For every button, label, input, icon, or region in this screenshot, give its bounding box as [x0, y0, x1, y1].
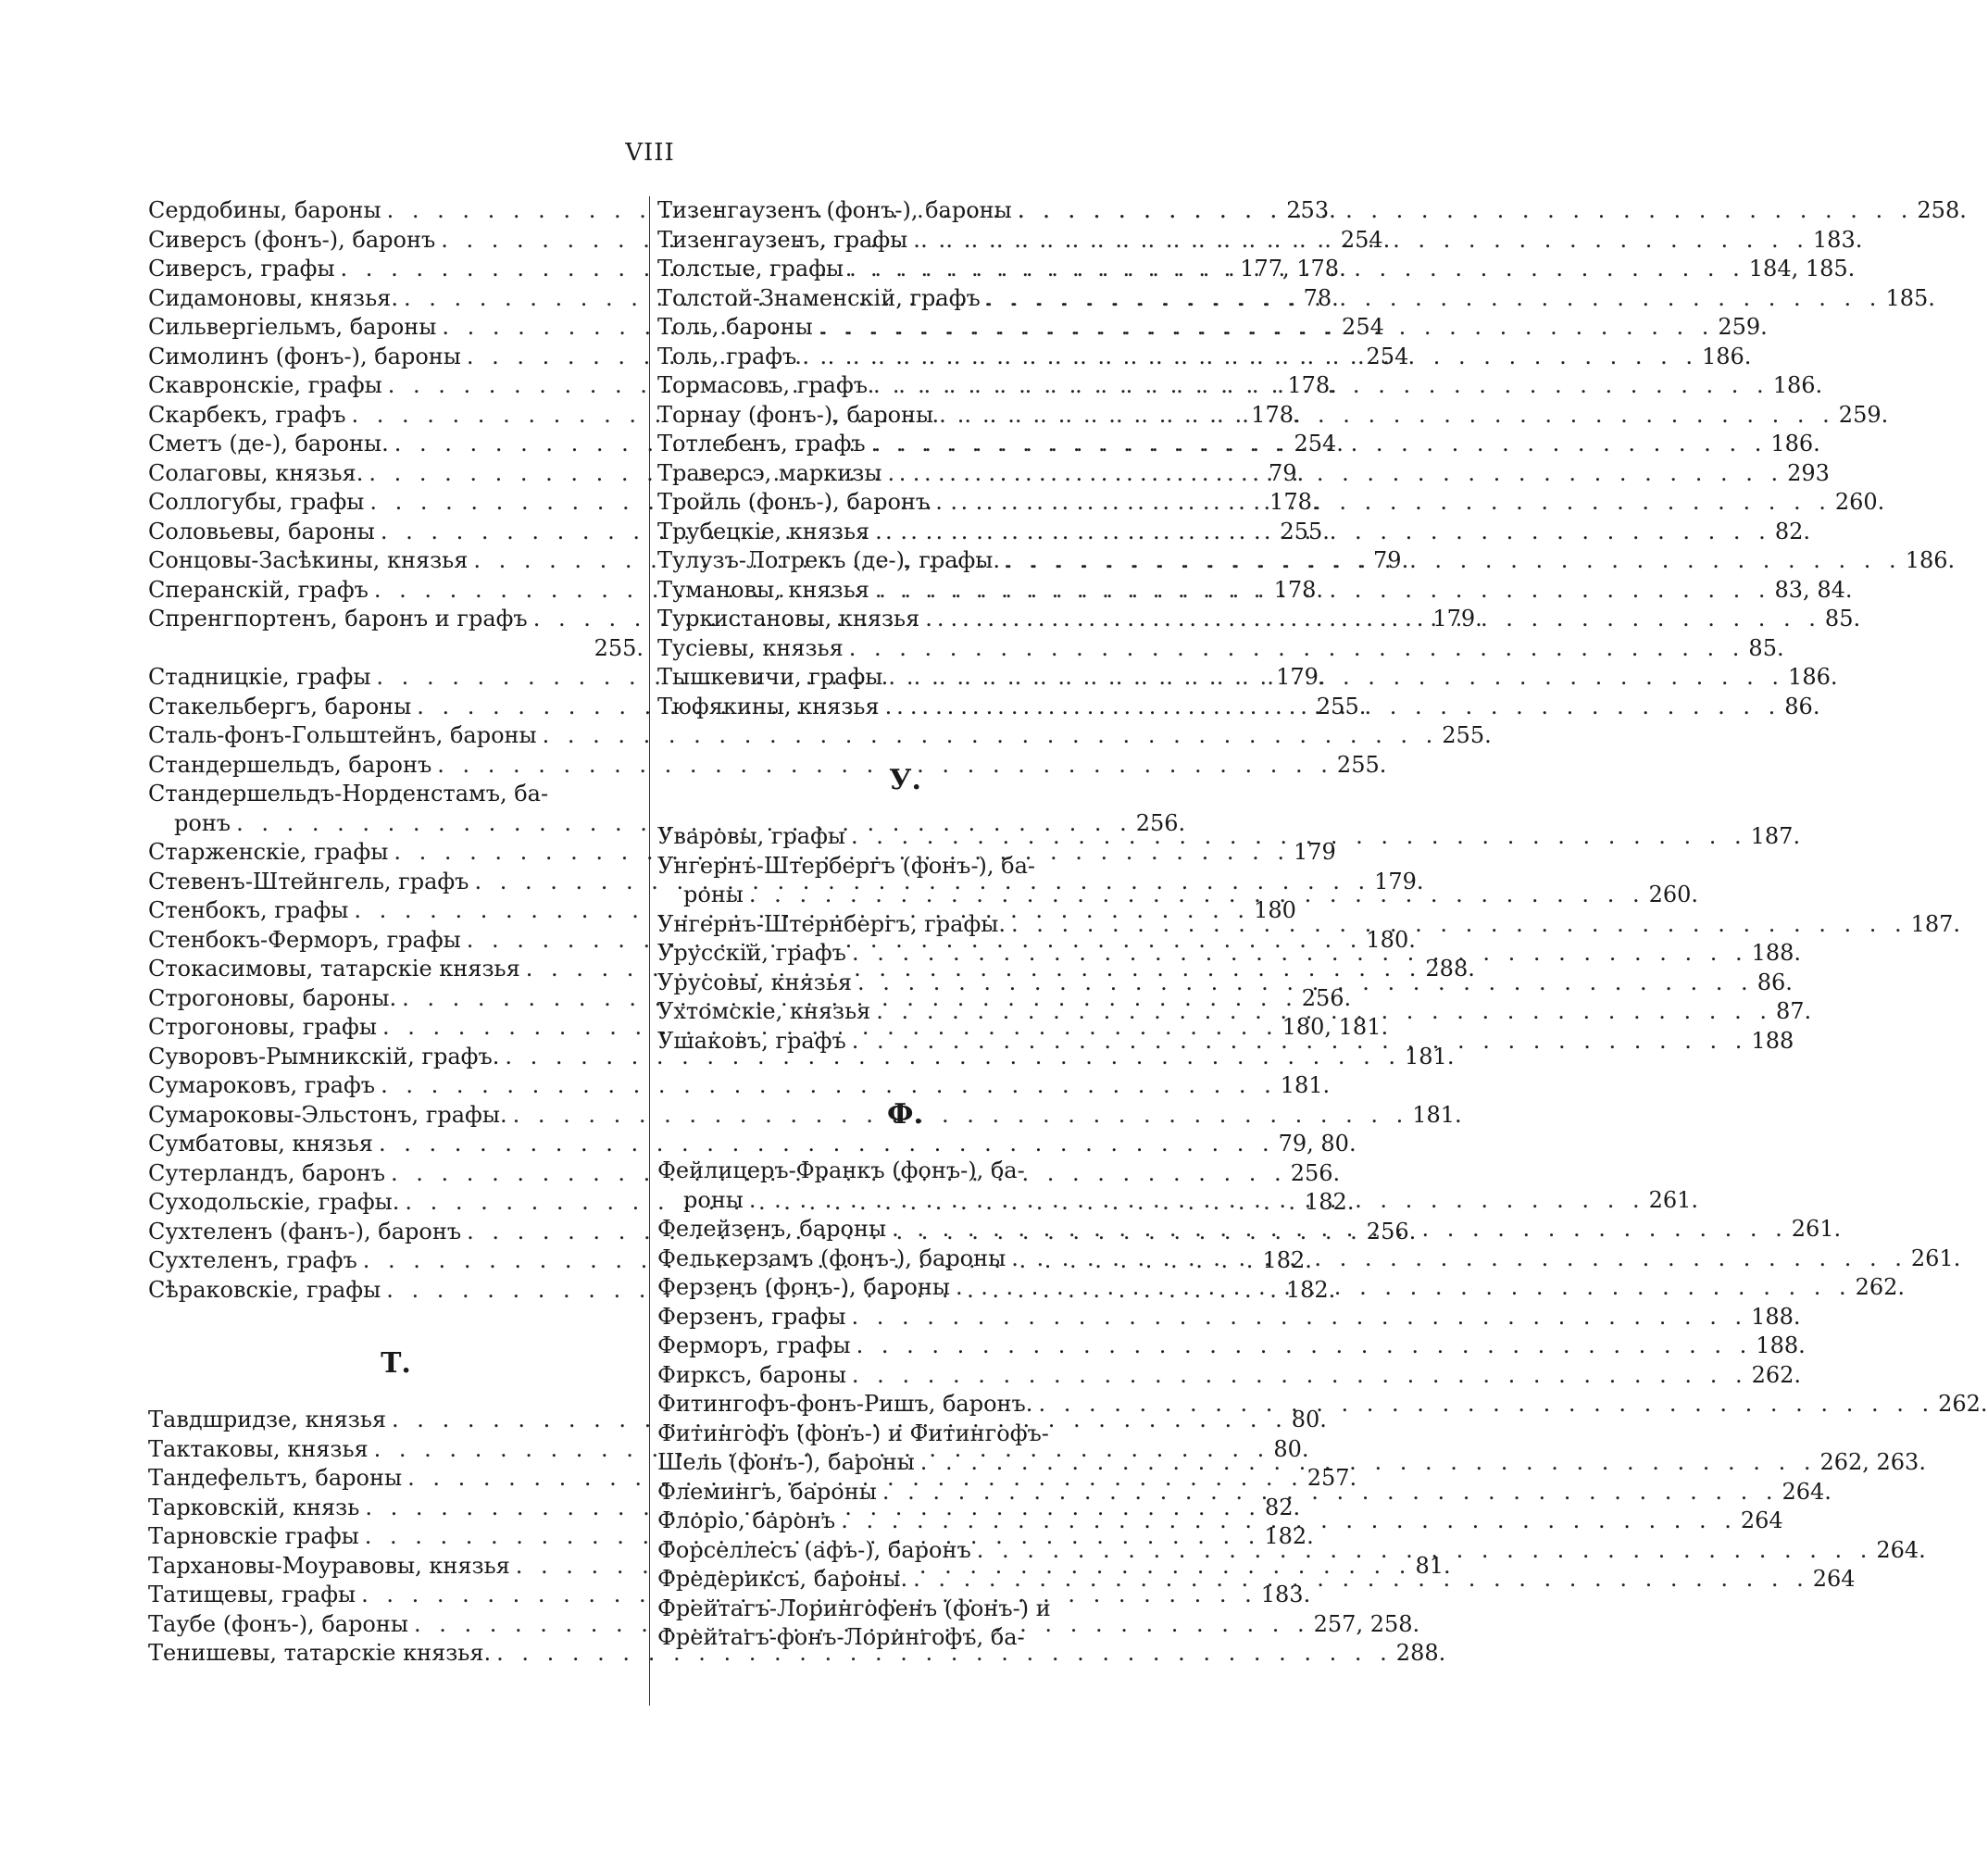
entry-pages: 261. — [1791, 1216, 1842, 1242]
index-entry — [657, 1332, 1806, 1361]
entry-pages: 87. — [1775, 998, 1812, 1024]
entry-pages: 259. — [1718, 314, 1768, 340]
dot-leader — [971, 1536, 1873, 1566]
entry-pages: 256. — [1135, 809, 1186, 836]
dot-leader — [868, 371, 1769, 401]
entry-name: Сиверсъ, графы — [148, 256, 335, 281]
entry-pages: 264 — [1740, 1507, 1783, 1533]
entry-pages: 82. — [1774, 518, 1810, 544]
entry-pages: 179. — [1432, 606, 1482, 632]
entry-pages: 178. — [1269, 489, 1319, 515]
index-entry — [657, 1303, 1801, 1332]
entry-pages: 186. — [1772, 372, 1823, 398]
entry-pages: 262. — [1751, 1361, 1802, 1388]
entry-name: Солаговы, князья. — [148, 459, 364, 486]
dot-leader — [846, 1361, 1748, 1391]
entry-pages: 187. — [1750, 823, 1801, 849]
entry-pages: 288. — [1425, 956, 1475, 982]
entry-name: Стандершельдъ, баронъ — [148, 751, 432, 778]
entry-pages: 254. — [1340, 226, 1391, 253]
entry-name: Сумароковъ, графъ — [148, 1072, 376, 1098]
index-entry — [148, 780, 644, 809]
entry-name: Толстые, графы — [657, 256, 844, 281]
entry-name: Стокасимовы, татарскіе князья — [148, 956, 520, 982]
dot-leader — [880, 693, 1782, 722]
entry-pages: 181. — [1280, 1072, 1331, 1098]
entry-pages: 182. — [1305, 1189, 1355, 1215]
entry-name: Тарновскіе графы — [148, 1523, 359, 1549]
entry-pages: 183. — [1812, 226, 1863, 253]
entry-pages: 264. — [1782, 1478, 1832, 1505]
dot-leader — [881, 459, 1783, 489]
dot-leader — [813, 313, 1715, 343]
dot-leader — [1006, 910, 1907, 940]
entry-name: Сумароковы-Эльстонъ, графы. — [148, 1101, 507, 1128]
dot-leader — [882, 663, 1784, 693]
entry-pages: 78. — [1303, 284, 1339, 311]
entry-pages: 179. — [1374, 868, 1424, 894]
dot-leader — [845, 1303, 1747, 1332]
dot-leader — [907, 226, 1809, 256]
entry-pages: 82. — [1264, 1494, 1301, 1520]
dot-leader — [1032, 1390, 1934, 1420]
entry-pages: 188. — [1751, 1303, 1801, 1330]
entry-pages: 188 — [1751, 1027, 1794, 1054]
entry-pages: 180. — [1366, 926, 1416, 953]
entry-name: Сильвергіельмъ, бароны — [148, 314, 437, 340]
entry-pages: 261. — [1648, 1186, 1699, 1213]
index-entry — [657, 1157, 1153, 1186]
entry-name: Сухтеленъ (фанъ-), баронъ — [148, 1218, 462, 1244]
entry-name: Торнау (фонъ-), бароны — [657, 401, 934, 428]
dot-leader — [981, 284, 1882, 314]
entry-name: роны — [683, 1186, 744, 1213]
entry-name: Тумановы, князья — [657, 576, 869, 603]
entry-pages: 254 — [1342, 314, 1384, 340]
dot-leader — [846, 939, 1748, 969]
entry-pages: 186. — [1905, 547, 1956, 573]
entry-name: Урусскій, графъ — [657, 940, 846, 966]
index-entry — [657, 852, 1153, 882]
entry-name: Фрейтагъ-фонъ-Лорингофъ, ба- — [657, 1624, 1025, 1650]
section-heading-u: У. — [889, 764, 921, 796]
entry-name: Симолинъ (фонъ-), бароны — [148, 343, 461, 369]
entry-name: Фирксъ, бароны — [657, 1361, 846, 1388]
entry-pages: 264. — [1876, 1536, 1926, 1563]
dot-leader — [886, 1215, 1788, 1244]
entry-pages: 257. — [1307, 1465, 1357, 1491]
entry-name: Стевенъ-Штейнгель, графъ — [148, 868, 469, 894]
entry-name: Фредериксъ, бароны. — [657, 1566, 908, 1592]
entry-pages: 178. — [1251, 401, 1301, 428]
index-entry — [148, 1043, 1455, 1072]
entry-name: Фелькерзамъ (фонъ-), бароны — [657, 1244, 1007, 1271]
entry-pages: 256. — [1301, 984, 1352, 1011]
page-number: VIII — [625, 139, 675, 167]
entry-pages: 188. — [1756, 1332, 1806, 1358]
entry-name: Сиверсъ (фонъ-), баронъ — [148, 226, 436, 253]
dot-leader — [869, 518, 1771, 547]
entry-pages: 179. — [1276, 664, 1326, 690]
index-entry — [148, 751, 1387, 781]
entry-name: роны — [683, 882, 744, 907]
entry-name: Ушаковъ, графъ — [657, 1027, 846, 1054]
entry-pages: 288. — [1395, 1640, 1446, 1666]
dot-leader — [1006, 1244, 1907, 1274]
entry-name: Толь, графъ — [657, 343, 797, 369]
entry-pages: 262, 263. — [1819, 1449, 1926, 1475]
dot-leader — [844, 634, 1745, 664]
entry-name: Стакельбергъ, бароны — [148, 693, 412, 719]
entry-pages: 260. — [1834, 489, 1885, 515]
entry-name: Старженскіе, графы — [148, 839, 389, 865]
entry-name: Стенбокъ-Ферморъ, графы — [148, 926, 461, 953]
entry-name: Соловьевы, бароны — [148, 518, 375, 544]
dot-leader — [933, 401, 1835, 431]
dot-leader — [851, 1332, 1753, 1361]
entry-name: Сперанскій, графъ — [148, 576, 369, 603]
dot-leader — [796, 343, 1698, 372]
entry-pages: 262. — [1938, 1391, 1988, 1417]
entry-name: Ферзенъ, графы — [657, 1303, 846, 1330]
entry-pages: 182. — [1264, 1523, 1314, 1549]
entry-pages: 86. — [1757, 969, 1793, 995]
entry-name: Флоріо, баронъ — [657, 1507, 836, 1533]
entry-name: Скарбекъ, графъ — [148, 401, 346, 428]
entry-name: Соллогубы, графы — [148, 489, 365, 515]
entry-name: Туркистановы, князья — [657, 606, 920, 632]
section-heading-f: Ф. — [887, 1098, 923, 1131]
entry-pages: 255. — [1336, 751, 1387, 778]
entry-name: Тарковскій, князь — [148, 1494, 360, 1520]
entry-name: Фитингофъ-фонъ-Ришъ, баронъ. — [657, 1391, 1033, 1417]
entry-pages: 181. — [1412, 1101, 1462, 1128]
entry-name: Сердобины, бароны — [148, 197, 381, 223]
entry-name: Тройль (фонъ-), баронъ — [657, 489, 931, 515]
entry-name: Суходольскіе, графы. — [148, 1189, 400, 1215]
entry-name: Урусовы, князья — [657, 969, 853, 995]
entry-pages: 177, 178. — [1240, 256, 1346, 281]
entry-name: Траверсэ, маркизы — [657, 459, 882, 486]
entry-pages: 179 — [1293, 839, 1336, 865]
entry-pages: 79. — [1268, 459, 1305, 486]
dot-leader — [950, 1273, 1852, 1303]
dot-leader — [1012, 196, 1914, 226]
entry-name: ронъ — [174, 809, 231, 836]
entry-pages: 185. — [1885, 284, 1935, 311]
dot-leader — [1000, 546, 1902, 576]
entry-pages: 262. — [1855, 1274, 1906, 1300]
entry-name: Фейлицеръ-Франкъ (фонъ-), ба- — [657, 1157, 1025, 1183]
entry-name: Сумбатовы, князья — [148, 1131, 373, 1157]
entry-pages: 258. — [1917, 197, 1967, 223]
entry-pages: 86. — [1784, 693, 1820, 719]
index-entry — [148, 1071, 1331, 1101]
index-entry — [657, 634, 1784, 664]
dot-leader — [844, 255, 1745, 284]
entry-pages: 80. — [1273, 1435, 1309, 1462]
entry-pages: 80. — [1291, 1407, 1327, 1432]
entry-pages: 256. — [1290, 1159, 1341, 1186]
entry-pages: 255. — [594, 634, 644, 661]
entry-name: Тавдшридзе, князья — [148, 1407, 387, 1432]
entry-name: Тизенгаузенъ, графы — [657, 226, 908, 253]
entry-name: Татищевы, графы — [148, 1582, 356, 1607]
entry-name: Сталь-фонъ-Гольштейнъ, бароны — [148, 722, 537, 748]
entry-pages: 260. — [1648, 882, 1699, 907]
entry-name: Суворовъ-Рымникскій, графъ. — [148, 1043, 500, 1069]
index-entry — [148, 1639, 1446, 1669]
entry-name: Трубецкіе, князья — [657, 518, 870, 544]
entry-name: Стандершельдъ-Норденстамъ, ба- — [148, 781, 549, 807]
entry-pages: 261. — [1910, 1244, 1961, 1271]
entry-name: Тархановы-Моуравовы, князья — [148, 1552, 510, 1579]
index-entry — [148, 634, 644, 664]
entry-name: Тусіевы, князья — [657, 634, 844, 661]
entry-pages: 85. — [1748, 634, 1784, 661]
entry-pages: 182. — [1262, 1247, 1312, 1273]
dot-leader — [870, 997, 1772, 1027]
dot-leader — [866, 430, 1768, 459]
index-entry — [148, 1130, 1357, 1159]
dot-leader — [846, 1027, 1748, 1057]
entry-name: Таубе (фонъ-), бароны — [148, 1610, 408, 1637]
section-heading-t: Т. — [381, 1347, 411, 1380]
entry-name: Спренгпортенъ, баронъ и графъ — [148, 606, 528, 632]
entry-name: Форселлесъ (афъ-), баронъ — [657, 1536, 971, 1563]
entry-name: Сонцовы-Засѣкины, князья — [148, 547, 469, 573]
entry-name: Сѣраковскіе, графы — [148, 1276, 381, 1303]
entry-name: Фелейзенъ, бароны — [657, 1216, 887, 1242]
entry-name: Тюфякины, князья — [657, 693, 880, 719]
index-entry — [657, 1420, 1153, 1449]
entry-name: Строгоновы, бароны. — [148, 984, 397, 1011]
dot-leader — [919, 605, 1821, 634]
entry-pages: 264 — [1812, 1566, 1856, 1592]
entry-pages: 178. — [1287, 372, 1337, 398]
entry-pages: 255. — [1442, 722, 1492, 748]
entry-pages: 254 — [1366, 343, 1409, 369]
entry-name: Сметъ (де-), бароны. — [148, 431, 389, 456]
entry-name: Ферзенъ (фонъ-), бароны — [657, 1274, 950, 1300]
entry-pages: 184, 185. — [1748, 256, 1856, 281]
entry-pages: 79. — [1373, 547, 1409, 573]
entry-name: Флемингъ, бароны — [657, 1478, 877, 1505]
entry-name: Скавронскіе, графы — [148, 372, 382, 398]
entry-name: Тормасовъ, графъ — [657, 372, 869, 398]
entry-name: Фитингофъ (фонъ-) и Фитингофъ- — [657, 1420, 1049, 1446]
entry-name: Сидамоновы, князья. — [148, 284, 398, 311]
dot-leader — [744, 881, 1645, 910]
dot-leader — [907, 1565, 1809, 1595]
entry-name: Сутерландъ, баронъ — [148, 1159, 386, 1186]
entry-name: Ухтомскіе, князья — [657, 998, 871, 1024]
entry-name: Сухтеленъ, графъ — [148, 1247, 357, 1273]
entry-pages: 85. — [1824, 606, 1861, 632]
entry-pages: 255. — [1316, 693, 1367, 719]
entry-name: Уваровы, графы — [657, 823, 845, 849]
entry-name: Унгернъ-Штербергъ (фонъ-), ба- — [657, 852, 1036, 879]
entry-name: Тактаковы, князья — [148, 1435, 369, 1462]
entry-pages: 187. — [1910, 910, 1961, 937]
entry-pages: 181. — [1405, 1043, 1455, 1069]
entry-pages: 293 — [1787, 459, 1830, 486]
entry-name: Фрейтагъ-Лорингофенъ (фонъ-) и — [657, 1595, 1051, 1621]
entry-name: Тышкевичи, графы — [657, 664, 883, 690]
entry-pages: 256. — [1366, 1218, 1417, 1244]
entry-pages: 81. — [1415, 1552, 1451, 1579]
entry-name: Тотлебенъ, графъ — [657, 431, 866, 456]
dot-leader — [835, 1507, 1737, 1536]
entry-pages: 83, 84. — [1774, 576, 1853, 603]
dot-leader — [877, 1478, 1779, 1507]
entry-name: Стадницкіе, графы — [148, 664, 371, 690]
entry-name: Унгернъ-Штернбергъ, графы. — [657, 910, 1006, 937]
index-entry — [148, 1101, 1462, 1131]
index-entry — [657, 1361, 1802, 1391]
dot-leader — [852, 969, 1754, 998]
index-entry — [657, 1623, 1153, 1653]
entry-pages: 79, 80. — [1278, 1131, 1357, 1157]
entry-name: Тизенгаузенъ (фонъ-), бароны — [657, 197, 1012, 223]
entry-pages: 188. — [1751, 940, 1802, 966]
entry-pages: 259. — [1838, 401, 1889, 428]
entry-pages: 186. — [1788, 664, 1838, 690]
entry-pages: 186. — [1701, 343, 1752, 369]
entry-pages: 178. — [1273, 576, 1323, 603]
entry-name: Тенишевы, татарскіе князья. — [148, 1640, 492, 1666]
entry-pages: 186. — [1770, 431, 1820, 456]
index-entry — [148, 721, 1492, 751]
entry-pages: 180 — [1254, 897, 1296, 923]
entry-pages: 253. — [1286, 197, 1336, 223]
entry-name: Тулузъ-Лотрекъ (де-), графы. — [657, 547, 1001, 573]
entry-name: Толстой-Знаменскій, графъ — [657, 284, 981, 311]
dot-leader — [930, 488, 1832, 518]
entry-name: Ферморъ, графы — [657, 1332, 851, 1358]
dot-leader — [744, 1186, 1645, 1216]
entry-name: Толь, бароны — [657, 314, 813, 340]
entry-pages: 257, 258. — [1313, 1610, 1420, 1637]
entry-pages: 182. — [1285, 1276, 1336, 1303]
entry-name: Шель (фонъ-), бароны — [657, 1449, 915, 1475]
dot-leader — [869, 576, 1771, 606]
dot-leader — [915, 1448, 1817, 1478]
entry-name: Строгоновы, графы — [148, 1014, 377, 1040]
entry-name: Тандефельтъ, бароны — [148, 1465, 403, 1491]
entry-pages: 180, 181. — [1282, 1014, 1389, 1040]
entry-pages: 254. — [1294, 431, 1344, 456]
entry-pages: 183. — [1260, 1582, 1311, 1607]
entry-name: Стенбокъ, графы — [148, 897, 349, 923]
entry-pages: 255. — [1280, 518, 1330, 544]
index-entry — [657, 1595, 1153, 1624]
dot-leader — [845, 822, 1747, 852]
